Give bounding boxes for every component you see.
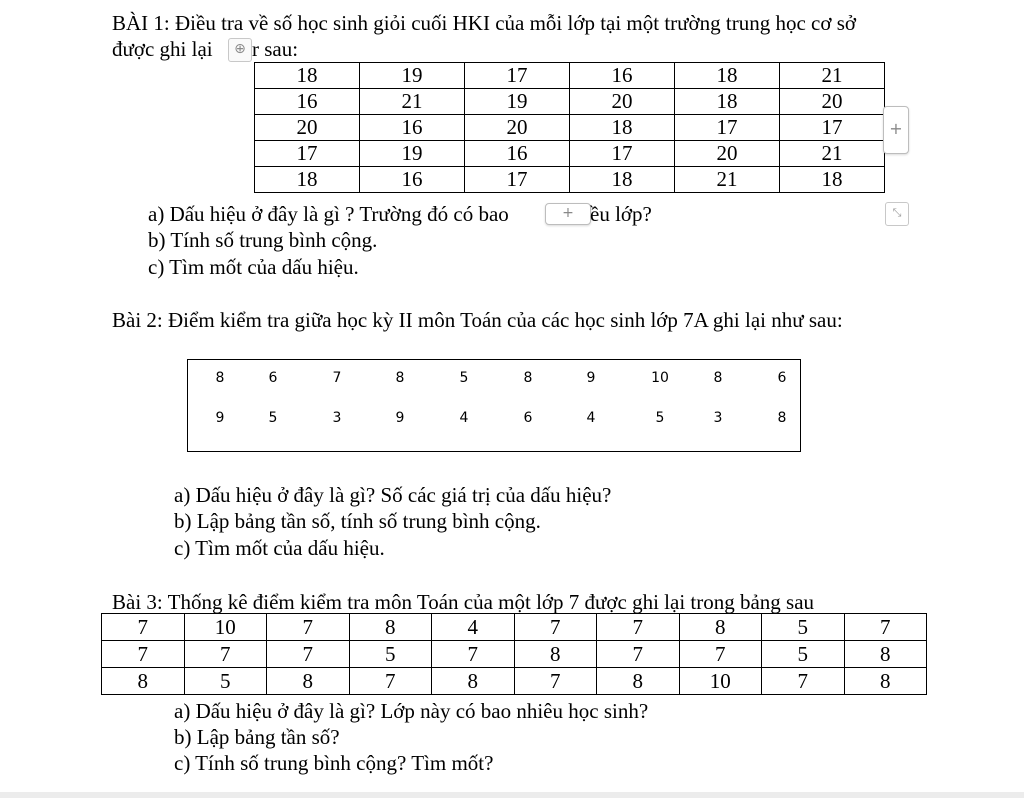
table-cell: 7 [514,668,597,695]
table-row [255,89,885,115]
table-cell: 7 [267,614,350,641]
table-cell: 17 [570,141,675,167]
table-cell: 19 [360,63,465,89]
table-cell: 8 [432,668,515,695]
data-value: 8 [395,370,405,386]
table-row [255,63,885,89]
table-cell: 17 [675,115,780,141]
table-cell: 7 [514,614,597,641]
table-cell: 18 [570,167,675,193]
bai3-question-a: a) Dấu hiệu ở đây là gì? Lớp này có bao nhiêu học sinh? [174,699,649,723]
table-cell: 16 [360,167,465,193]
table-cell: 7 [184,641,267,668]
table-resize-icon[interactable]: ⤡ [885,202,909,226]
bai3-title: Bài 3: Thống kê điểm kiểm tra môn Toán của một lớp 7 được ghi lại trong bảng sau [112,590,815,614]
data-value: 10 [651,370,669,386]
table-cell: 7 [102,641,185,668]
table-cell: 17 [255,141,360,167]
table-cell: 7 [762,668,845,695]
table-cell: 5 [762,614,845,641]
table-move-handle-icon[interactable]: ⊕ [228,38,252,62]
table-cell: 21 [675,167,780,193]
data-value: 5 [655,410,665,426]
data-value: 9 [215,410,225,426]
bai1-title-line2-end: r sau: [252,37,299,61]
table-cell: 17 [465,167,570,193]
page-bottom-edge [0,792,1024,798]
table-cell: 5 [349,641,432,668]
table-cell: 17 [465,63,570,89]
table-row [255,115,885,141]
data-value: 4 [586,410,596,426]
table-cell: 21 [780,141,885,167]
table-cell: 8 [597,668,680,695]
table-cell: 7 [432,641,515,668]
data-value: 6 [523,410,533,426]
data-value: 8 [713,370,723,386]
data-value: 5 [459,370,469,386]
bai2-title: Bài 2: Điểm kiểm tra giữa học kỳ II môn Toán của các học sinh lớp 7A ghi lại như sau: [112,308,843,332]
data-value: 9 [395,410,405,426]
bai1-question-a-end: ều lớp? [590,202,652,226]
table-cell: 20 [255,115,360,141]
table-cell: 18 [675,89,780,115]
bai3-table [101,613,927,695]
table-cell: 18 [255,63,360,89]
data-value: 7 [332,370,342,386]
data-value: 8 [523,370,533,386]
bai2-data-box [187,359,801,452]
table-cell: 18 [675,63,780,89]
table-cell: 16 [255,89,360,115]
table-cell: 7 [349,668,432,695]
data-value: 9 [586,370,596,386]
add-column-icon[interactable]: + [883,106,909,154]
bai2-row-2 [188,410,800,430]
bai1-question-a-start: a) Dấu hiệu ở đây là gì ? Trường đó có bao [148,202,509,226]
data-value: 8 [215,370,225,386]
data-value: 6 [777,370,787,386]
table-cell: 4 [432,614,515,641]
bai2-question-a: a) Dấu hiệu ở đây là gì? Số các giá trị của dấu hiệu? [174,483,612,507]
bai2-question-b: b) Lập bảng tần số, tính số trung bình cộng. [174,509,541,533]
table-cell: 18 [780,167,885,193]
table-cell: 20 [465,115,570,141]
table-cell: 19 [360,141,465,167]
table-cell: 5 [762,641,845,668]
table-cell: 20 [570,89,675,115]
bai1-title-line2-start: được ghi lại [112,37,213,61]
bai3-question-c: c) Tính số trung bình cộng? Tìm mốt? [174,751,494,775]
table-cell: 8 [102,668,185,695]
table-cell: 7 [267,641,350,668]
bai1-title-line1: BÀI 1: Điều tra về số học sinh giỏi cuối HKI của mỗi lớp tại một trường trung học cơ sở [112,11,857,35]
data-value: 5 [268,410,278,426]
bai1-question-c: c) Tìm mốt của dấu hiệu. [148,255,359,279]
bai3-question-b: b) Lập bảng tần số? [174,725,340,749]
table-cell: 19 [465,89,570,115]
table-cell: 8 [844,641,927,668]
table-cell: 8 [514,641,597,668]
table-cell: 8 [844,668,927,695]
table-cell: 5 [184,668,267,695]
data-value: 4 [459,410,469,426]
data-value: 8 [777,410,787,426]
bai1-question-b: b) Tính số trung bình cộng. [148,228,378,252]
bai2-question-c: c) Tìm mốt của dấu hiệu. [174,536,385,560]
table-cell: 18 [570,115,675,141]
table-cell: 8 [267,668,350,695]
table-cell: 21 [780,63,885,89]
table-cell: 7 [679,641,762,668]
table-cell: 20 [780,89,885,115]
data-value: 3 [713,410,723,426]
table-cell: 8 [679,614,762,641]
data-value: 6 [268,370,278,386]
table-cell: 21 [360,89,465,115]
table-cell: 10 [184,614,267,641]
table-cell: 7 [597,641,680,668]
table-row [102,614,927,641]
add-row-icon[interactable]: + [545,203,591,225]
table-cell: 20 [675,141,780,167]
data-value: 3 [332,410,342,426]
table-cell: 7 [844,614,927,641]
table-cell: 10 [679,668,762,695]
bai1-table [254,62,885,193]
table-row [102,668,927,695]
table-cell: 16 [465,141,570,167]
table-cell: 16 [570,63,675,89]
table-cell: 17 [780,115,885,141]
table-row [255,141,885,167]
table-cell: 7 [102,614,185,641]
table-cell: 8 [349,614,432,641]
table-cell: 18 [255,167,360,193]
table-cell: 7 [597,614,680,641]
bai2-row-1 [188,370,800,390]
table-cell: 16 [360,115,465,141]
table-row [255,167,885,193]
table-row [102,641,927,668]
